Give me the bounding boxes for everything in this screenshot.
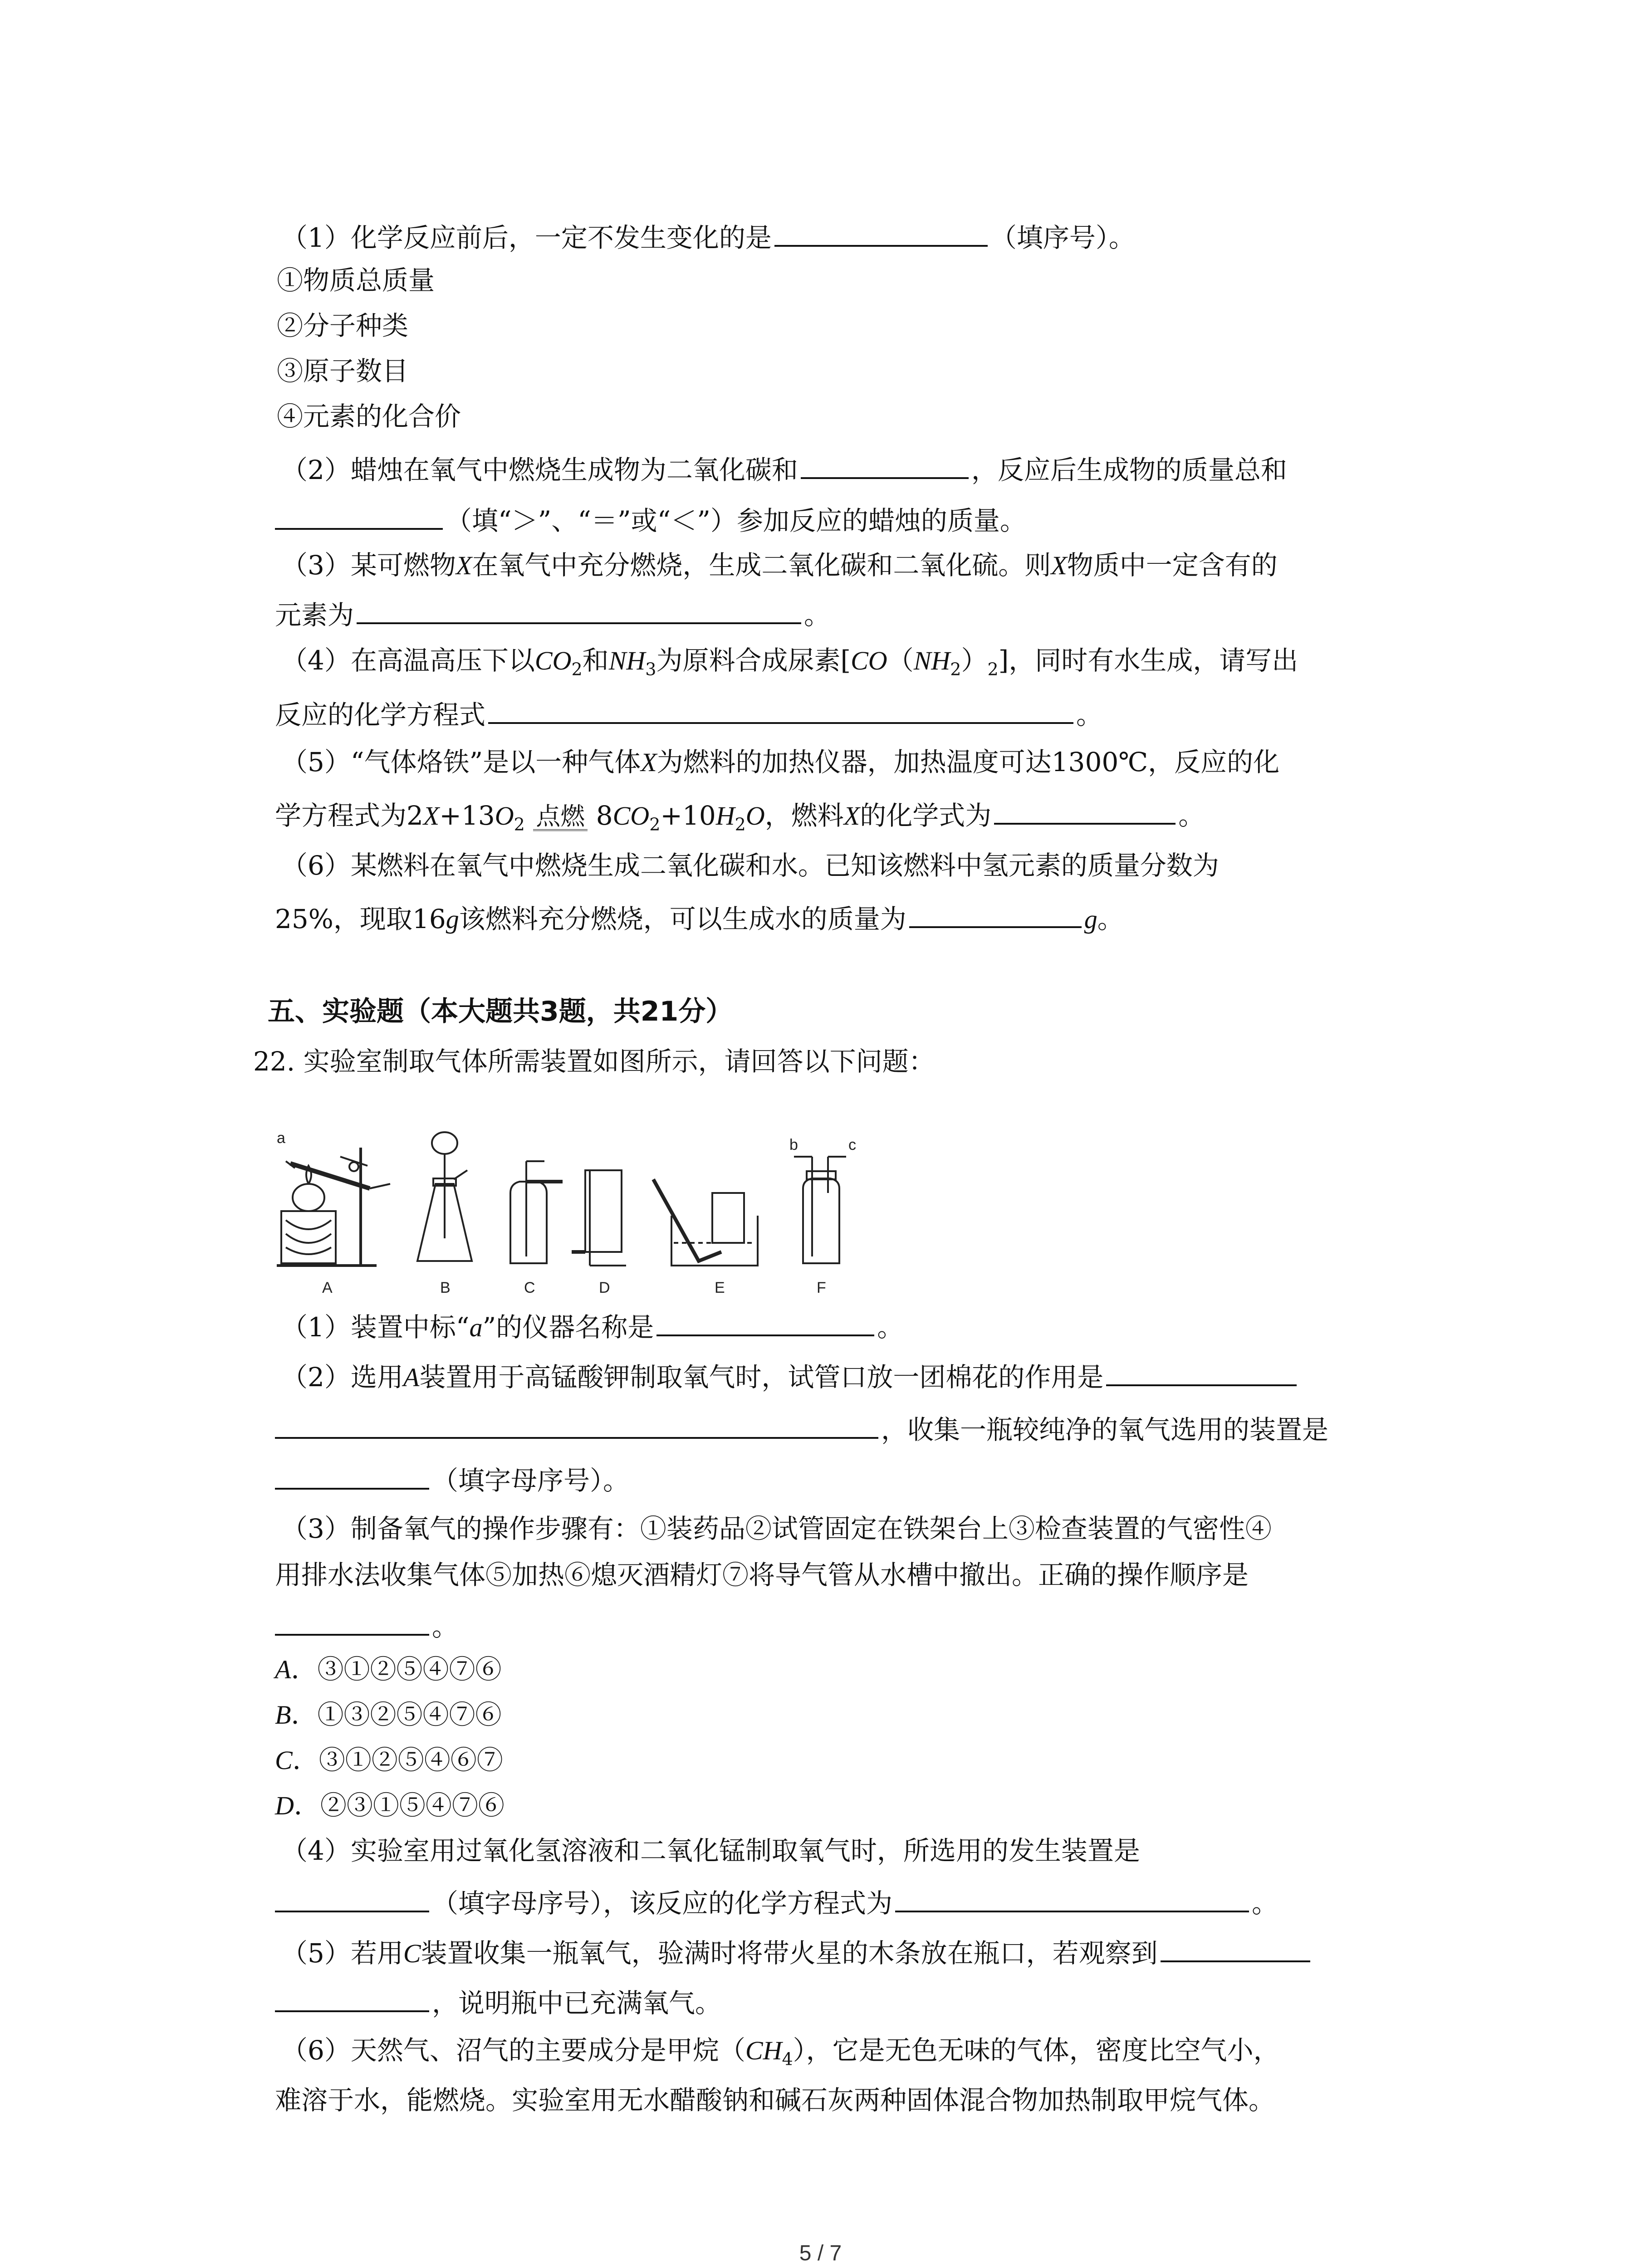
apparatus-b [417, 1132, 472, 1261]
q21-part4-text-b: 为原料合成尿素[ [656, 645, 851, 676]
answer-blank[interactable] [275, 1882, 429, 1912]
q22-stem: 22. 实验室制取气体所需装置如图所示，请回答以下问题： [253, 1046, 935, 1077]
q21-part2 [281, 449, 1287, 488]
answer-blank[interactable] [895, 1882, 1249, 1912]
q21-part2-line2 [275, 500, 1026, 539]
q22-part4: （4）实验室用过氧化氢溶液和二氧化锰制取氧气时，所选用的发生装置是 [281, 1835, 1140, 1866]
period: 。 [804, 600, 831, 631]
answer-blank[interactable] [909, 898, 1082, 928]
answer-blank[interactable] [275, 500, 443, 530]
q21-option-2: ②分子种类 [277, 310, 409, 341]
label-a: a [469, 1313, 483, 1342]
q21-part1 [281, 217, 1135, 256]
q21-option-4: ④元素的化合价 [277, 401, 461, 432]
variable-x: X [641, 748, 657, 777]
q22-part1-text-b: ”的仪器名称是 [482, 1312, 654, 1343]
q21-part6: （6）某燃料在氧气中燃烧生成二氧化碳和水。已知该燃料中氢元素的质量分数为 [281, 850, 1219, 881]
period: 。 [877, 1312, 904, 1343]
subscript: 2 [987, 659, 999, 679]
q22-part6 [281, 2032, 1280, 2077]
subscript: 2 [514, 814, 525, 835]
formula-co2: CO [534, 646, 572, 675]
label-A: A [403, 1363, 420, 1392]
paren: （ [887, 645, 914, 676]
apparatus-d [572, 1170, 626, 1266]
answer-blank[interactable] [275, 1460, 429, 1490]
q22-part5-line2 [275, 1982, 721, 2021]
answer-blank[interactable] [656, 1306, 874, 1336]
q21-part6-line2 [275, 898, 1124, 938]
option-letter: A [275, 1655, 291, 1684]
period: 。 [1178, 800, 1205, 831]
coefficient: +10 [660, 800, 716, 831]
option-text: ．③①②⑤④⑥⑦ [292, 1745, 503, 1775]
label-C: C [403, 1939, 421, 1968]
q22-part2 [281, 1356, 1299, 1396]
paren: ） [961, 645, 988, 676]
subscript: 2 [950, 659, 961, 679]
variable-x: X [843, 801, 860, 831]
q21-part1-hint: （填序号）。 [990, 222, 1135, 253]
q21-part4-text-d: 反应的化学方程式 [275, 699, 486, 730]
subscript: 2 [571, 659, 583, 679]
variable-x: X [1051, 551, 1067, 580]
q21-part2-text: （2）蜡烛在氧气中燃烧生成物为二氧化碳和 [281, 455, 798, 485]
fig-label-B: B [440, 1279, 451, 1296]
q21-part6-text-c: 该燃料充分燃烧，可以生成水的质量为 [459, 904, 906, 934]
q21-part5-text-c: 学方程式为2 [275, 800, 423, 831]
q21-part3-text: （3）某可燃物 [281, 550, 456, 581]
answer-blank[interactable] [801, 449, 969, 479]
q22-part5-text: （5）若用 [281, 1938, 403, 1969]
q21-part4-text-c: ]，同时有水生成，请写出 [998, 645, 1298, 676]
q21-part5-text-e: 的化学式为 [860, 800, 992, 831]
fig-label-D: D [599, 1279, 610, 1296]
answer-blank[interactable] [1161, 1932, 1310, 1962]
option-text: ．①③②⑤④⑦⑥ [291, 1699, 502, 1730]
q21-option-3: ③原子数目 [277, 356, 409, 386]
unit-g: g [446, 904, 459, 934]
apparatus-a [277, 1148, 390, 1266]
q22-part6-line2: 难溶于水，能燃烧。实验室用无水醋酸钠和碱石灰两种固体混合物加热制取甲烷气体。 [275, 2085, 1275, 2116]
answer-blank[interactable] [774, 217, 988, 247]
period: 。 [1076, 699, 1103, 730]
reaction-condition [533, 804, 588, 831]
q21-part4 [281, 642, 1298, 688]
formula-o: O [745, 801, 765, 831]
q22-part6-text-b: ），它是无色无味的气体，密度比空气小， [793, 2035, 1280, 2066]
apparatus-f [794, 1157, 846, 1263]
apparatus-figure [272, 1129, 953, 1302]
section-heading: 五、实验题（本大题共3题，共21分） [268, 996, 733, 1027]
variable-x: X [423, 801, 440, 831]
q22-part2-text-b: 装置用于高锰酸钾制取氧气时，试管口放一团棉花的作用是 [419, 1362, 1104, 1393]
subscript: 2 [649, 814, 661, 835]
q22-part2-text-c: ，收集一瓶较纯净的氧气选用的装置是 [881, 1414, 1329, 1445]
fig-label-b: b [789, 1136, 798, 1154]
q21-part4-line2 [275, 694, 1102, 733]
answer-blank[interactable] [1106, 1356, 1297, 1386]
answer-blank[interactable] [994, 795, 1176, 825]
q22-part6-text: （6）天然气、沼气的主要成分是甲烷（ [281, 2035, 745, 2066]
fig-label-F: F [817, 1279, 826, 1296]
subscript: 3 [645, 659, 656, 679]
fig-label-C: C [524, 1279, 535, 1296]
coefficient: 8 [596, 800, 613, 831]
q22-part2-line3 [275, 1460, 629, 1499]
unit-g: g [1084, 904, 1097, 934]
formula-nh3: NH [608, 646, 646, 675]
answer-blank[interactable] [357, 594, 801, 624]
variable-x: X [456, 551, 472, 580]
q21-part5-text-b: 为燃料的加热仪器，加热温度可达1300℃，反应的化 [656, 747, 1280, 777]
q22-part1-text: （1）装置中标“ [281, 1312, 470, 1343]
q22-part3: （3）制备氧气的操作步骤有：①装药品②试管固定在铁架台上③检查装置的气密性④ [281, 1513, 1272, 1544]
q22-part4-text-b: （填字母序号），该反应的化学方程式为 [432, 1888, 893, 1919]
period: 。 [432, 1611, 459, 1642]
q22-part1 [281, 1306, 903, 1346]
option-letter: B [275, 1700, 291, 1730]
period: 。 [1097, 904, 1124, 934]
q21-option-1: ①物质总质量 [277, 265, 435, 296]
period: 。 [1252, 1888, 1279, 1919]
q22-part5 [281, 1932, 1313, 1972]
option-letter: D [275, 1791, 294, 1820]
q21-part2-hint: （填“＞”、“＝”或“＜”）参加反应的蜡烛的质量。 [446, 505, 1026, 536]
q22-option-c[interactable] [275, 1742, 503, 1779]
answer-blank[interactable] [275, 1982, 429, 2012]
answer-blank[interactable] [275, 1606, 429, 1636]
q21-part5-equation [275, 795, 1205, 843]
q21-part3-line2 [275, 594, 830, 633]
option-text: ．②③①⑤④⑦⑥ [294, 1790, 505, 1821]
subscript: 4 [782, 2049, 793, 2069]
fig-label-A: A [322, 1279, 333, 1296]
q21-part3-text-d: 元素为 [275, 600, 354, 631]
q22-part2-hint: （填字母序号）。 [432, 1465, 630, 1496]
q21-part2-text-b: ，反应后生成物的质量总和 [971, 455, 1287, 485]
formula-o: O [495, 801, 514, 831]
q22-option-b[interactable] [275, 1696, 501, 1733]
page-number: 5 / 7 [799, 2241, 842, 2265]
fig-label-a: a [277, 1129, 285, 1147]
q22-part3-line2: 用排水法收集气体⑤加热⑥熄灭酒精灯⑦将导气管从水槽中撤出。正确的操作顺序是 [275, 1559, 1249, 1590]
formula-co: CO [851, 646, 887, 675]
ignite-label: 点燃 [533, 804, 588, 831]
q22-part4-line2 [275, 1882, 1278, 1921]
fig-label-E: E [715, 1279, 725, 1296]
coefficient: +13 [439, 800, 495, 831]
q22-option-d[interactable] [275, 1787, 505, 1824]
q22-part5-text-b: 装置收集一瓶氧气，验满时将带火星的木条放在瓶口，若观察到 [421, 1938, 1158, 1969]
q21-part3 [281, 547, 1278, 584]
conjunction: 和 [582, 645, 609, 676]
q21-part1-text: （1）化学反应前后，一定不发生变化的是 [281, 222, 772, 253]
q21-part6-text-b: 25%，现取16 [275, 904, 446, 934]
subscript: 2 [735, 814, 746, 835]
q22-part2-text: （2）选用 [281, 1362, 403, 1393]
fig-label-c: c [848, 1136, 856, 1154]
q21-part4-text: （4）在高温高压下以 [281, 645, 535, 676]
formula-nh2: NH [913, 646, 950, 675]
q22-part2-line2 [275, 1409, 1328, 1448]
q21-part3-text-b: 在氧气中充分燃烧，生成二氧化碳和二氧化硫。则 [472, 550, 1051, 581]
q22-option-a[interactable] [275, 1651, 501, 1688]
option-letter: C [275, 1745, 293, 1775]
q22-part5-text-c: ，说明瓶中已充满氧气。 [432, 1988, 722, 2019]
q21-part3-text-c: 物质中一定含有的 [1067, 550, 1278, 581]
apparatus-c [510, 1161, 563, 1263]
formula-co2: CO [612, 801, 650, 831]
formula-ch4: CH [745, 2036, 782, 2065]
formula-h: H [715, 801, 735, 831]
answer-blank[interactable] [488, 694, 1073, 724]
q21-part5 [281, 744, 1279, 781]
q21-part5-text-d: ，燃料 [764, 800, 844, 831]
apparatus-e [653, 1179, 758, 1266]
q22-part3-line3 [275, 1606, 458, 1645]
q21-part5-text: （5）“气体烙铁”是以一种气体 [281, 747, 641, 777]
option-text: ．③①②⑤④⑦⑥ [291, 1654, 502, 1685]
answer-blank[interactable] [275, 1409, 878, 1439]
